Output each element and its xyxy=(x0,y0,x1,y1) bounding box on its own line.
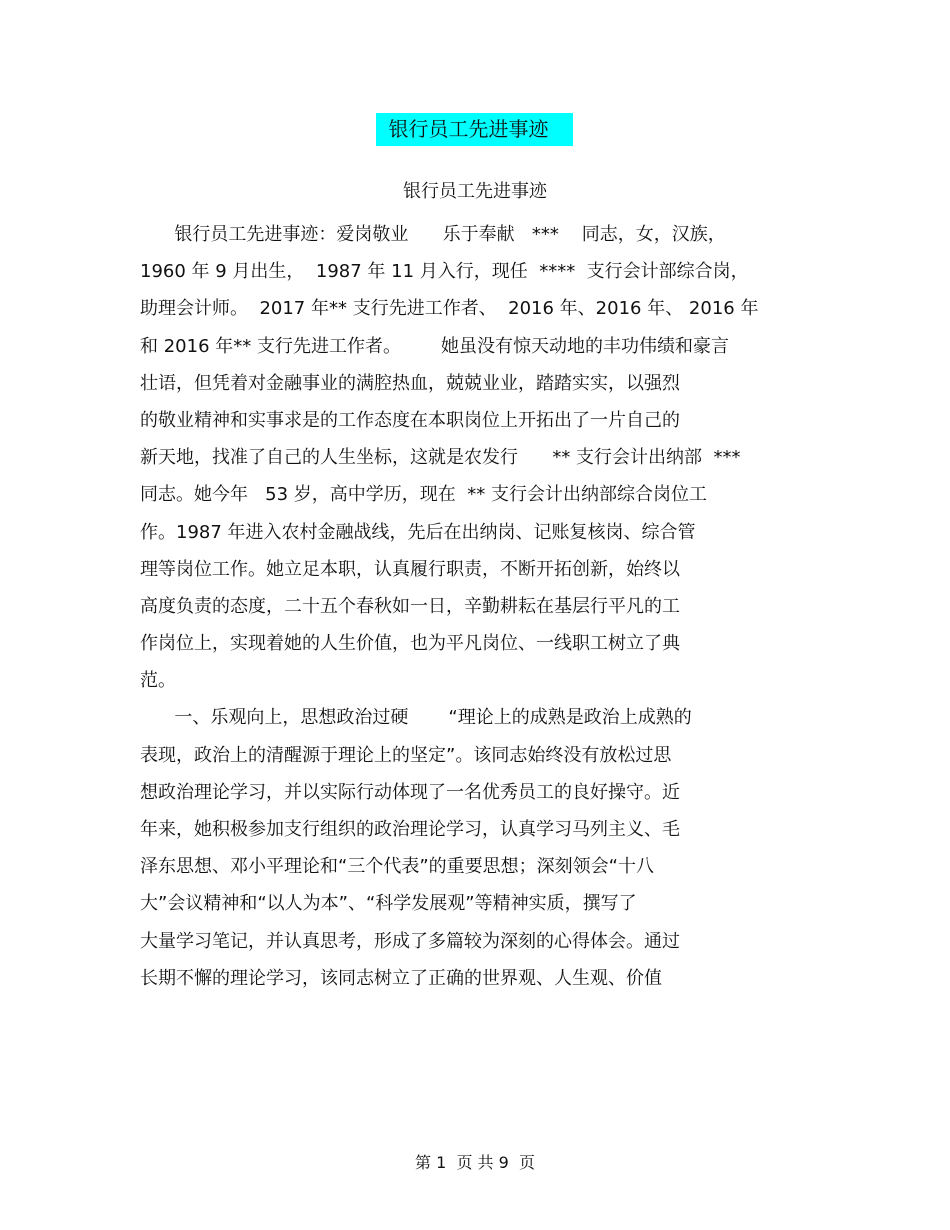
body-line: 银行员工先进事迹：爱岗敬业 乐于奉献 *** 同志，女，汉族， xyxy=(140,224,726,245)
body-line: 表现，政治上的清醒源于理论上的坚定”。该同志始终没有放松过思 xyxy=(140,744,672,766)
body-line: 长期不懈的理论学习，该同志树立了正确的世界观、人生观、价值 xyxy=(140,967,662,989)
body-text xyxy=(140,222,840,1003)
body-line: 大量学习笔记，并认真思考，形成了多篇较为深刻的心得体会。通过 xyxy=(140,930,680,952)
body-line: 作岗位上，实现着她的人生价值，也为平凡岗位、一线职工树立了典 xyxy=(140,633,680,655)
body-line: 和 2016 年** 支行先进工作者。 她虽没有惊天动地的丰功伟绩和豪言 xyxy=(140,335,730,357)
body-line: 一、乐观向上，思想政治过硬 “理论上的成熟是政治上成熟的 xyxy=(140,707,692,729)
page-title: 银行员工先进事迹 xyxy=(376,113,573,146)
body-line: 理等岗位工作。她立足本职，认真履行职责，不断开拓创新，始终以 xyxy=(140,558,680,580)
body-line: 泽东思想、邓小平理论和“三个代表”的重要思想；深刻领会“十八 xyxy=(140,856,654,878)
body-line: 新天地，找准了自己的人生坐标，这就是农发行 ** 支行会计出纳部 *** xyxy=(140,447,741,469)
body-line: 壮语，但凭着对金融事业的满腔热血，兢兢业业，踏踏实实，以强烈 xyxy=(140,372,680,394)
body-line: 想政治理论学习，并以实际行动体现了一名优秀员工的良好操守。近 xyxy=(140,781,680,803)
body-line: 作。1987 年进入农村金融战线，先后在出纳岗、记账复核岗、综合管 xyxy=(140,521,696,543)
body-line: 高度负责的态度，二十五个春秋如一日，辛勤耕耘在基层行平凡的工 xyxy=(140,595,680,617)
body-line: 年来，她积极参加支行组织的政治理论学习，认真学习马列主义、毛 xyxy=(140,819,680,840)
document-subtitle: 银行员工先进事迹 xyxy=(403,181,547,202)
page-footer: 第 1 页 共 9 页 xyxy=(415,1153,535,1172)
body-line: 的敬业精神和实事求是的工作态度在本职岗位上开拓出了一片自己的 xyxy=(140,409,680,431)
body-line: 助理会计师。 2017 年** 支行先进工作者、 2016 年、2016 年、 2016 年 xyxy=(140,298,759,320)
body-line: 范。 xyxy=(140,670,176,692)
body-line: 同志。她今年 53 岁，高中学历，现在 ** 支行会计出纳部综合岗位工 xyxy=(140,484,707,506)
body-line: 大”会议精神和“以人为本”、“科学发展观”等精神实质，撰写了 xyxy=(140,893,637,915)
body-line: 1960 年 9 月出生， 1987 年 11 月入行，现任 **** 支行会计部综合岗， xyxy=(140,261,749,283)
